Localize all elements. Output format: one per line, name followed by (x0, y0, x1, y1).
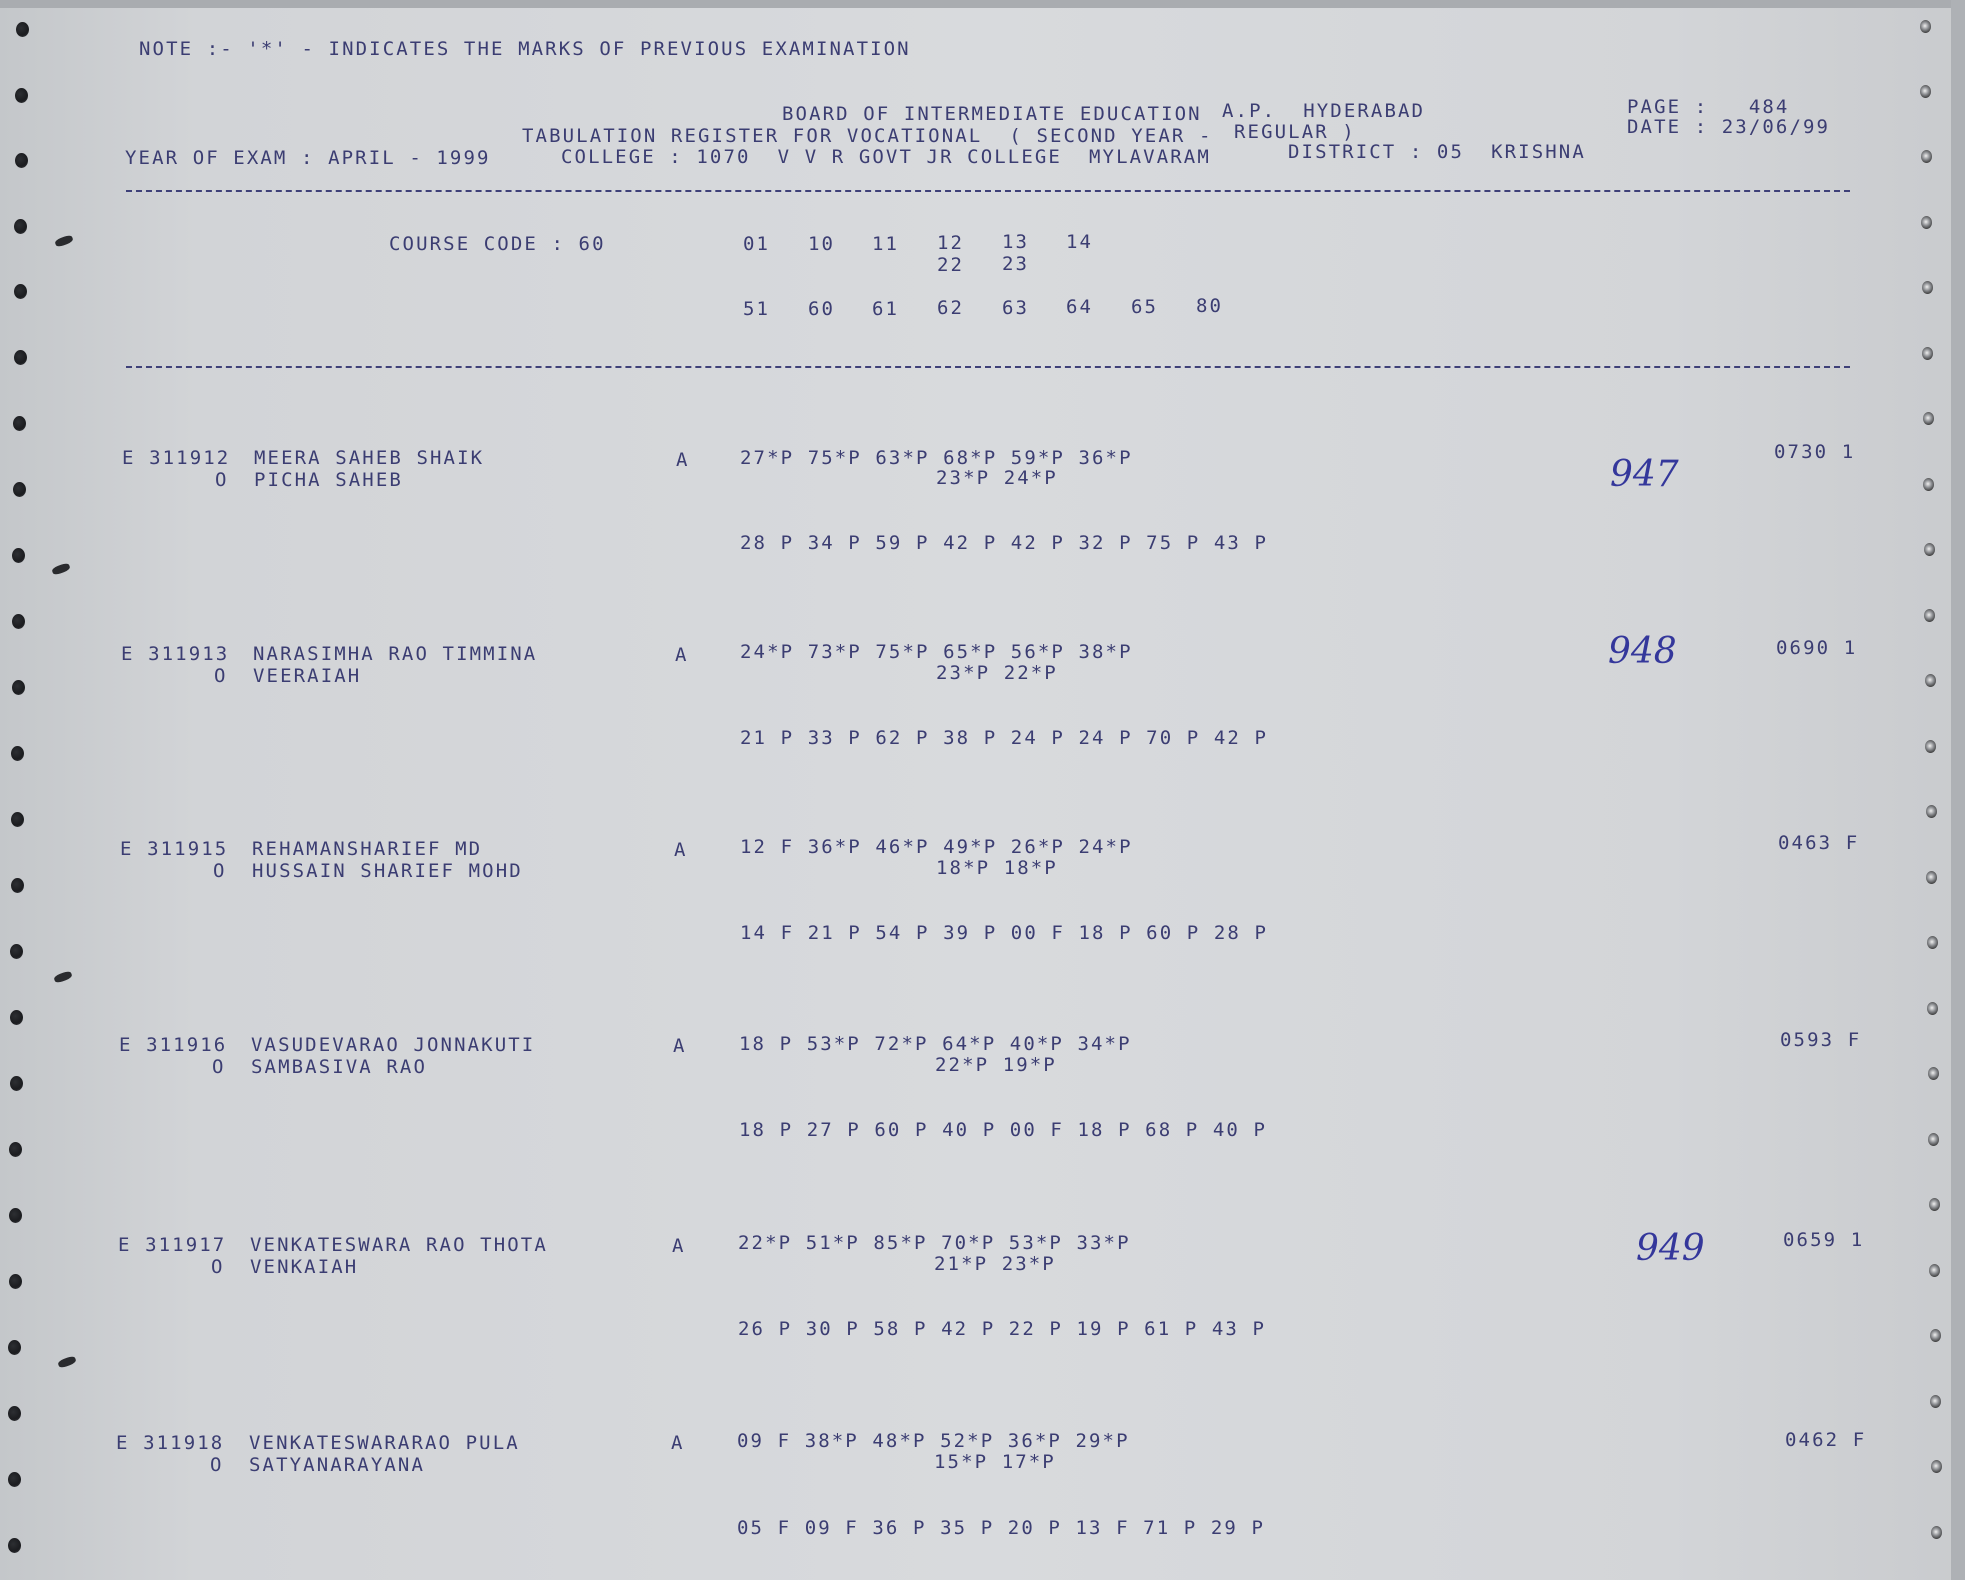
tractor-hole-icon (9, 1274, 22, 1289)
student-grade: A (672, 1235, 686, 1257)
student-name: VENKATESWARARAO PULA (249, 1432, 520, 1454)
tractor-hole-icon (14, 219, 27, 234)
paper-right-edge (1951, 0, 1965, 1580)
subject-code: 01 (743, 233, 771, 255)
father-name: SATYANARAYANA (249, 1454, 426, 1476)
marks-row-1b: 21*P 23*P (934, 1253, 1056, 1275)
tractor-hole-icon (15, 153, 28, 168)
tractor-hole-icon (8, 1406, 21, 1421)
tractor-hole-icon (1925, 740, 1936, 753)
marks-row-2: 05 F 09 F 36 P 35 P 20 P 13 F 71 P 29 P (737, 1517, 1266, 1539)
tractor-hole-icon (1928, 1067, 1939, 1080)
subject-code: 65 (1131, 296, 1159, 318)
marks-row-2: 14 F 21 P 54 P 39 P 00 F 18 P 60 P 28 P (740, 922, 1269, 944)
tractor-hole-icon (11, 878, 24, 893)
tractor-hole-icon (1924, 543, 1935, 556)
staple-mark-icon (51, 562, 71, 576)
tractor-hole-icon (1920, 20, 1931, 33)
subject-code: 62 (937, 297, 965, 319)
tractor-hole-icon (13, 482, 26, 497)
father-name: HUSSAIN SHARIEF MOHD (252, 860, 523, 882)
handwritten-number: 948 (1608, 631, 1677, 672)
staple-mark-icon (57, 1355, 77, 1369)
total-result: 0462 F (1785, 1429, 1867, 1451)
subject-code: 22 (937, 254, 965, 276)
student-roll: E 311915 (120, 838, 229, 860)
subject-code: 60 (808, 298, 836, 320)
total-result: 0690 1 (1776, 637, 1858, 659)
tractor-hole-icon (1924, 609, 1935, 622)
subject-code: 23 (1002, 253, 1030, 275)
student-roll: E 311916 (119, 1034, 228, 1056)
tractor-hole-icon (1921, 216, 1932, 229)
tractor-hole-icon (8, 1538, 21, 1553)
tractor-hole-icon (10, 944, 23, 959)
tractor-hole-icon (1928, 1133, 1939, 1146)
tractor-hole-icon (1930, 1395, 1941, 1408)
tractor-hole-icon (14, 284, 27, 299)
staple-mark-icon (53, 970, 73, 984)
student-roll: E 311917 (118, 1234, 227, 1256)
marks-row-1: 09 F 38*P 48*P 52*P 36*P 29*P (737, 1430, 1130, 1452)
tractor-hole-icon (12, 680, 25, 695)
father-prefix: O (214, 665, 228, 687)
regular-label: REGULAR ) (1234, 121, 1356, 143)
tractor-hole-icon (1922, 281, 1933, 294)
tractor-hole-icon (9, 1208, 22, 1223)
handwritten-number: 949 (1636, 1228, 1705, 1269)
tractor-hole-icon (11, 746, 24, 761)
father-name: VEERAIAH (253, 665, 362, 687)
student-roll: E 311912 (122, 447, 231, 469)
student-grade: A (674, 839, 688, 861)
total-result: 0593 F (1780, 1029, 1862, 1051)
marks-row-2: 21 P 33 P 62 P 38 P 24 P 24 P 70 P 42 P (740, 727, 1269, 749)
tractor-hole-icon (10, 1010, 23, 1025)
total-result: 0730 1 (1774, 441, 1856, 463)
subject-code: 63 (1002, 297, 1030, 319)
college-name: COLLEGE : 1070 V V R GOVT JR COLLEGE MYLAVARAM (561, 146, 1211, 168)
subject-code: 51 (743, 298, 771, 320)
father-prefix: O (215, 469, 229, 491)
tractor-hole-icon (1929, 1198, 1940, 1211)
total-result: 0659 1 (1783, 1229, 1865, 1251)
tractor-hole-icon (15, 88, 28, 103)
exam-year: YEAR OF EXAM : APRIL - 1999 (125, 147, 491, 169)
tractor-hole-icon (10, 1076, 23, 1091)
student-roll: E 311918 (116, 1432, 225, 1454)
paper-top-edge (0, 0, 1965, 8)
father-prefix: O (213, 860, 227, 882)
tractor-hole-icon (1926, 805, 1937, 818)
tractor-hole-icon (1931, 1526, 1942, 1539)
father-prefix: O (211, 1256, 225, 1278)
father-name: PICHA SAHEB (254, 469, 403, 491)
tractor-hole-icon (12, 614, 25, 629)
subject-code: 10 (808, 233, 836, 255)
marks-row-1: 18 P 53*P 72*P 64*P 40*P 34*P (739, 1033, 1132, 1055)
state-location: A.P. HYDERABAD (1222, 100, 1426, 122)
tractor-hole-icon (13, 416, 26, 431)
student-grade: A (676, 449, 690, 471)
course-code: COURSE CODE : 60 (389, 233, 606, 255)
student-name: VENKATESWARA RAO THOTA (250, 1234, 548, 1256)
tractor-hole-icon (8, 1472, 21, 1487)
register-title: TABULATION REGISTER FOR VOCATIONAL ( SECOND YEAR - (522, 125, 1213, 147)
tractor-hole-icon (1927, 1002, 1938, 1015)
marks-row-1b: 15*P 17*P (934, 1451, 1056, 1473)
father-name: VENKAIAH (250, 1256, 359, 1278)
subject-code: 14 (1066, 231, 1094, 253)
student-name: VASUDEVARAO JONNAKUTI (251, 1034, 536, 1056)
tractor-hole-icon (1922, 347, 1933, 360)
student-name: REHAMANSHARIEF MD (252, 838, 483, 860)
tractor-hole-icon (8, 1340, 21, 1355)
marks-row-1b: 23*P 24*P (936, 467, 1058, 489)
tractor-hole-icon (1921, 150, 1932, 163)
district-name: DISTRICT : 05 KRISHNA (1288, 141, 1586, 163)
tractor-hole-icon (1929, 1264, 1940, 1277)
student-grade: A (673, 1035, 687, 1057)
father-prefix: O (212, 1056, 226, 1078)
subject-code: 11 (872, 233, 900, 255)
subject-code: 12 (937, 232, 965, 254)
marks-row-1b: 23*P 22*P (936, 662, 1058, 684)
student-grade: A (675, 644, 689, 666)
tractor-hole-icon (1931, 1460, 1942, 1473)
tractor-hole-icon (14, 350, 27, 365)
staple-mark-icon (54, 234, 74, 248)
tractor-hole-icon (9, 1142, 22, 1157)
student-name: NARASIMHA RAO TIMMINA (253, 643, 538, 665)
father-name: SAMBASIVA RAO (251, 1056, 428, 1078)
marks-row-1: 22*P 51*P 85*P 70*P 53*P 33*P (738, 1232, 1131, 1254)
marks-row-1: 12 F 36*P 46*P 49*P 26*P 24*P (740, 836, 1133, 858)
subject-code: 13 (1002, 231, 1030, 253)
tractor-hole-icon (1930, 1329, 1941, 1342)
tractor-hole-icon (1925, 674, 1936, 687)
tractor-hole-icon (1923, 478, 1934, 491)
student-grade: A (671, 1432, 685, 1454)
marks-row-2: 28 P 34 P 59 P 42 P 42 P 32 P 75 P 43 P (740, 532, 1269, 554)
tractor-hole-icon (11, 812, 24, 827)
marks-row-1: 27*P 75*P 63*P 68*P 59*P 36*P (740, 447, 1133, 469)
father-prefix: O (210, 1454, 224, 1476)
print-date: DATE : 23/06/99 (1627, 116, 1831, 138)
marks-row-2: 18 P 27 P 60 P 40 P 00 F 18 P 68 P 40 P (739, 1119, 1268, 1141)
student-roll: E 311913 (121, 643, 230, 665)
handwritten-number: 947 (1610, 454, 1679, 495)
board-title: BOARD OF INTERMEDIATE EDUCATION (782, 103, 1202, 125)
divider-course (126, 366, 1850, 368)
marks-row-1: 24*P 73*P 75*P 65*P 56*P 38*P (740, 641, 1133, 663)
tractor-hole-icon (1927, 936, 1938, 949)
note-line: NOTE :- '*' - INDICATES THE MARKS OF PREVIOUS EXAMINATION (139, 38, 911, 60)
tractor-hole-icon (1923, 412, 1934, 425)
tractor-hole-icon (12, 548, 25, 563)
tractor-hole-icon (1920, 85, 1931, 98)
subject-code: 80 (1196, 295, 1224, 317)
marks-row-1b: 18*P 18*P (936, 857, 1058, 879)
marks-row-1b: 22*P 19*P (935, 1054, 1057, 1076)
tractor-hole-icon (16, 22, 29, 37)
tractor-hole-icon (1926, 871, 1937, 884)
page-number: PAGE : 484 (1627, 96, 1790, 118)
subject-code: 61 (872, 298, 900, 320)
total-result: 0463 F (1778, 832, 1860, 854)
student-name: MEERA SAHEB SHAIK (254, 447, 485, 469)
divider-top (126, 190, 1850, 192)
marks-row-2: 26 P 30 P 58 P 42 P 22 P 19 P 61 P 43 P (738, 1318, 1267, 1340)
subject-code: 64 (1066, 296, 1094, 318)
